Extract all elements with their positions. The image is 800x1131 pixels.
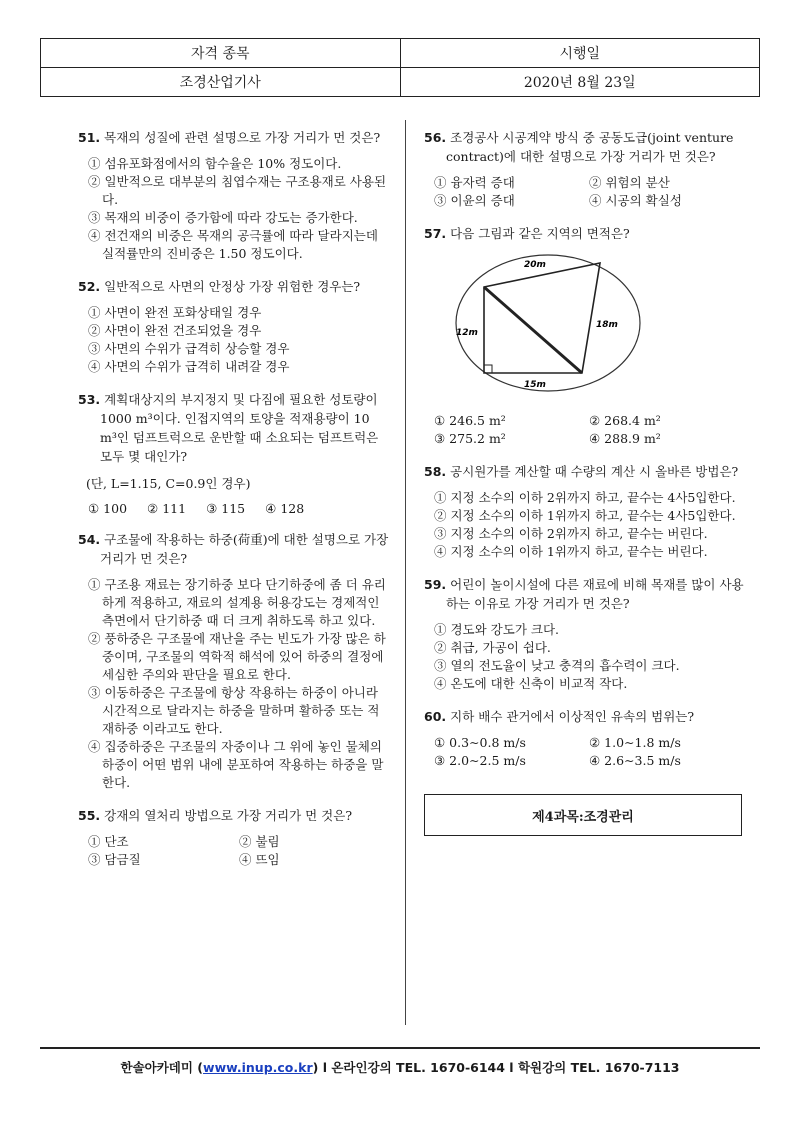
options-grid bbox=[88, 833, 390, 869]
question-number: 56. bbox=[424, 130, 447, 145]
right-angle-mark bbox=[484, 365, 492, 373]
option: ④ 288.9 m² bbox=[589, 431, 661, 446]
quadrilateral-diagram bbox=[450, 251, 650, 401]
option: ④ 시공의 확실성 bbox=[589, 193, 682, 208]
option: ④ 2.6∼3.5 m/s bbox=[589, 753, 681, 768]
option: ④ 사면의 수위가 급격히 내려갈 경우 bbox=[88, 359, 290, 374]
question-52 bbox=[78, 277, 390, 376]
option: ③ 275.2 m² bbox=[434, 431, 506, 446]
options-grid bbox=[434, 174, 744, 210]
option: ① 지정 소수의 이하 2위까지 하고, 끝수는 4사5입한다. bbox=[434, 490, 736, 505]
question-number: 59. bbox=[424, 577, 447, 592]
header-value-date: 2020년 8월 23일 bbox=[400, 68, 760, 97]
options-grid bbox=[434, 734, 744, 770]
question-text: 56. 조경공사 시공계약 방식 중 공동도급(joint venture contract)에 대한 설명으로 가장 거리가 먼 것은? bbox=[424, 130, 734, 164]
option: ① 융자력 증대 bbox=[434, 175, 515, 190]
option: ② 불림 bbox=[239, 834, 280, 849]
question-58 bbox=[424, 462, 744, 561]
diagonal-line bbox=[484, 287, 582, 373]
option: ② 위험의 분산 bbox=[589, 175, 670, 190]
column-divider bbox=[405, 120, 406, 1025]
option: ② 취급, 가공이 쉽다. bbox=[434, 640, 551, 655]
question-text: 55. 강재의 열처리 방법으로 가장 거리가 먼 것은? bbox=[78, 808, 353, 823]
option: ③ 이동하중은 구조물에 항상 작용하는 하중이 아니라 시간적으로 달라지는 하중을 말하며 활하중 또는 적재하중 이라고도 한다. bbox=[88, 685, 380, 736]
footer-rule bbox=[40, 1047, 760, 1049]
footer-contact: ) l 온라인강의 TEL. 1670-6144 l 학원강의 TEL. 1670-7113 bbox=[312, 1060, 680, 1075]
option: ③ 지정 소수의 이하 2위까지 하고, 끝수는 버린다. bbox=[434, 526, 708, 541]
option: ② 111 bbox=[147, 501, 187, 516]
option: ④ 전건재의 비중은 목재의 공극률에 따라 달라지는데 실적률만의 진비중은 1.50 정도이다. bbox=[88, 228, 378, 261]
footer bbox=[40, 1058, 760, 1076]
question-number: 52. bbox=[78, 279, 101, 294]
option: ④ 온도에 대한 신축이 비교적 작다. bbox=[434, 676, 628, 691]
question-text: 60. 지하 배수 관거에서 이상적인 유속의 범위는? bbox=[424, 709, 695, 724]
question-text: 58. 공시원가를 계산할 때 수량의 계산 시 올바른 방법은? bbox=[424, 464, 739, 479]
header-table bbox=[40, 38, 760, 97]
question-number: 55. bbox=[78, 808, 101, 823]
question-text: 54. 구조물에 작용하는 하중(荷重)에 대한 설명으로 가장 거리가 먼 것은? bbox=[78, 532, 389, 566]
question-text: 59. 어린이 놀이시설에 다른 재료에 비해 목재를 많이 사용하는 이유로 가장 거리가 먼 것은? bbox=[424, 577, 744, 611]
option: ① 0.3∼0.8 m/s bbox=[434, 735, 526, 750]
option: ① 섬유포화점에서의 함수율은 10% 정도이다. bbox=[88, 156, 342, 171]
header-label-qualification: 자격 종목 bbox=[41, 39, 401, 68]
question-number: 58. bbox=[424, 464, 447, 479]
option: ② 지정 소수의 이하 1위까지 하고, 끝수는 4사5입한다. bbox=[434, 508, 736, 523]
question-53 bbox=[78, 390, 390, 516]
question-55 bbox=[78, 806, 390, 869]
question-51 bbox=[78, 128, 390, 263]
question-54 bbox=[78, 530, 390, 792]
option: ④ 지정 소수의 이하 1위까지 하고, 끝수는 버린다. bbox=[434, 544, 708, 559]
question-number: 60. bbox=[424, 709, 447, 724]
question-text: 53. 계획대상지의 부지정지 및 다짐에 필요한 성토량이 1000 m³이다. 인접지역의 토양을 적재용량이 10 m³인 덤프트럭으로 운반할 때 소요되는 덤프트럭은 모두 몇 대인가? bbox=[78, 392, 379, 464]
option: ③ 목재의 비중이 증가함에 따라 강도는 증가한다. bbox=[88, 210, 358, 225]
label-top: 20m bbox=[524, 260, 546, 270]
question-number: 57. bbox=[424, 226, 447, 241]
question-60 bbox=[424, 707, 744, 770]
option: ③ 사면의 수위가 급격히 상승할 경우 bbox=[88, 341, 290, 356]
option: ① 단조 bbox=[88, 834, 129, 849]
option: ③ 2.0∼2.5 m/s bbox=[434, 753, 526, 768]
footer-url-link[interactable]: www.inup.co.kr bbox=[203, 1060, 313, 1075]
option: ① 246.5 m² bbox=[434, 413, 506, 428]
question-57 bbox=[424, 224, 744, 448]
option: ① 사면이 완전 포화상태일 경우 bbox=[88, 305, 262, 320]
option: ① 경도와 강도가 크다. bbox=[434, 622, 559, 637]
option: ③ 열의 전도율이 낮고 충격의 흡수력이 크다. bbox=[434, 658, 680, 673]
question-number: 51. bbox=[78, 130, 101, 145]
option: ② 사면이 완전 건조되었을 경우 bbox=[88, 323, 262, 338]
header-label-date: 시행일 bbox=[400, 39, 760, 68]
option: ④ 집중하중은 구조물의 자중이나 그 위에 놓인 물체의 하중이 어떤 범위 내에 분포하여 작용하는 하중을 말한다. bbox=[88, 739, 384, 790]
left-column bbox=[78, 128, 390, 883]
question-number: 54. bbox=[78, 532, 101, 547]
label-left: 12m bbox=[456, 328, 478, 338]
footer-academy: 한솔아카데미 ( bbox=[120, 1060, 204, 1075]
option: ② 일반적으로 대부분의 침엽수재는 구조용재로 사용된다. bbox=[88, 174, 387, 207]
question-text: 51. 목재의 성질에 관련 설명으로 가장 거리가 먼 것은? bbox=[78, 130, 381, 145]
option: ② 268.4 m² bbox=[589, 413, 661, 428]
area-figure bbox=[450, 251, 744, 404]
option: ① 구조용 재료는 장기하중 보다 단기하중에 좀 더 유리하게 적용하고, 재료의 설계용 허용강도는 경제적인 측면에서 단기하중 때 더 크게 취하도록 하고 있다. bbox=[88, 577, 386, 628]
question-56 bbox=[424, 128, 744, 210]
question-59 bbox=[424, 575, 744, 693]
label-bottom: 15m bbox=[524, 380, 546, 390]
quadrilateral bbox=[484, 263, 600, 373]
options-row bbox=[88, 501, 390, 516]
option: ③ 115 bbox=[206, 501, 246, 516]
question-number: 53. bbox=[78, 392, 101, 407]
option: ③ 담금질 bbox=[88, 852, 141, 867]
option: ② 풍하중은 구조물에 재난을 주는 빈도가 가장 많은 하중이며, 구조물의 역학적 해석에 있어 하중의 결정에 세심한 주의와 판단을 필요로 한다. bbox=[88, 631, 386, 682]
subject-box: 제4과목:조경관리 bbox=[424, 794, 742, 836]
header-value-qualification: 조경산업기사 bbox=[41, 68, 401, 97]
question-text: 52. 일반적으로 사면의 안정상 가장 위험한 경우는? bbox=[78, 279, 361, 294]
right-column bbox=[424, 128, 744, 836]
options-grid bbox=[434, 412, 744, 448]
option: ② 1.0∼1.8 m/s bbox=[589, 735, 681, 750]
question-note: (단, L=1.15, C=0.9인 경우) bbox=[86, 476, 251, 491]
option: ③ 이윤의 증대 bbox=[434, 193, 515, 208]
option: ④ 뜨임 bbox=[239, 852, 280, 867]
option: ① 100 bbox=[88, 501, 128, 516]
option: ④ 128 bbox=[265, 501, 305, 516]
label-right: 18m bbox=[596, 320, 618, 330]
question-text: 57. 다음 그림과 같은 지역의 면적은? bbox=[424, 226, 630, 241]
